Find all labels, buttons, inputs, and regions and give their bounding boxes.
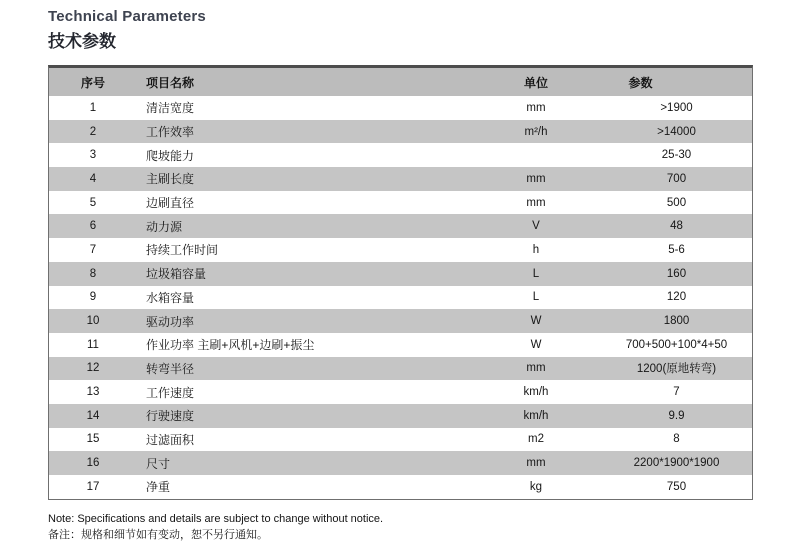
row-unit: L: [532, 291, 540, 304]
header-unit: 单位: [523, 75, 548, 90]
row-unit: km/h: [523, 409, 549, 422]
table-row: [49, 380, 752, 404]
row-serial-number: 11: [87, 338, 99, 351]
row-unit: mm: [526, 172, 546, 185]
row-item-name: 转弯半径: [146, 361, 195, 376]
row-serial-number: 13: [86, 386, 100, 399]
table-row: [49, 167, 752, 191]
row-parameter: 8: [673, 433, 680, 446]
table-header-row: [49, 68, 752, 96]
row-parameter: 700+500+100*4+50: [625, 338, 728, 351]
row-item-name: 爬坡能力: [146, 148, 195, 163]
table-row: [49, 96, 752, 120]
row-unit: mm: [526, 362, 546, 375]
row-unit: L: [532, 267, 540, 280]
table-row: [49, 191, 752, 215]
row-serial-number: 8: [89, 267, 97, 280]
row-unit: W: [530, 338, 542, 351]
table-row: [49, 262, 752, 286]
row-serial-number: 5: [89, 196, 97, 209]
row-serial-number: 7: [89, 243, 97, 256]
row-item-name: 工作速度: [146, 385, 195, 400]
row-serial-number: 1: [89, 101, 97, 114]
table-row: [49, 143, 752, 167]
table-body: [49, 96, 752, 499]
row-parameter: 25-30: [661, 149, 692, 162]
row-serial-number: 14: [86, 409, 100, 422]
row-parameter: 700: [666, 172, 687, 185]
row-parameter: 2200*1900*1900: [633, 457, 720, 470]
row-parameter: 9.9: [668, 409, 685, 422]
note-english: Note: Specifications and details are subject to change without notice.: [48, 512, 384, 525]
row-item-name: 过滤面积: [146, 432, 195, 447]
row-item-name: 水箱容量: [146, 290, 195, 305]
table-row: [49, 333, 752, 357]
row-parameter: 7: [673, 386, 680, 399]
row-item-name: 主刷长度: [146, 172, 195, 187]
row-serial-number: 4: [89, 172, 97, 185]
table-row: [49, 238, 752, 262]
row-item-name: 动力源: [146, 219, 183, 234]
row-item-name: 作业功率 主刷+风机+边刷+振尘: [146, 338, 315, 353]
row-serial-number: 3: [89, 149, 97, 162]
row-unit: kg: [529, 480, 543, 493]
row-serial-number: 6: [89, 220, 97, 233]
row-item-name: 行驶速度: [146, 409, 195, 424]
row-item-name: 边刷直径: [146, 196, 195, 211]
row-parameter: >1900: [660, 101, 693, 114]
row-unit: mm: [526, 101, 546, 114]
row-unit: h: [532, 243, 540, 256]
row-serial-number: 9: [89, 291, 97, 304]
row-parameter: 5-6: [668, 243, 685, 256]
row-item-name: 工作效率: [146, 125, 195, 140]
row-serial-number: 10: [86, 315, 100, 328]
row-parameter: 1200(原地转弯): [636, 363, 717, 376]
header-parameter: 参数: [628, 75, 653, 90]
row-item-name: 清洁宽度: [146, 101, 195, 116]
page-title-english: Technical Parameters: [48, 8, 206, 25]
table-row: [49, 214, 752, 238]
table-row: [49, 309, 752, 333]
row-unit: W: [530, 315, 542, 328]
row-serial-number: 17: [86, 480, 100, 493]
note-chinese: 备注：规格和细节如有变动，恕不另行通知。: [48, 529, 268, 542]
row-parameter: 160: [666, 267, 687, 280]
table-row: [49, 286, 752, 310]
technical-parameters-table: [48, 65, 753, 500]
row-unit: m²/h: [524, 125, 548, 138]
table-row: [49, 451, 752, 475]
header-item-name: 项目名称: [146, 75, 195, 90]
row-item-name: 垃圾箱容量: [146, 267, 207, 282]
row-serial-number: 16: [86, 457, 100, 470]
row-parameter: 120: [666, 291, 687, 304]
row-unit: mm: [526, 457, 546, 470]
row-unit: V: [532, 220, 540, 233]
row-serial-number: 15: [86, 433, 100, 446]
table-row: [49, 404, 752, 428]
header-serial-number: 序号: [80, 75, 105, 90]
row-unit: m2: [528, 433, 544, 446]
table-row: [49, 120, 752, 144]
table-row: [49, 475, 752, 499]
row-unit: km/h: [523, 386, 549, 399]
row-parameter: 750: [666, 480, 687, 493]
row-serial-number: 2: [89, 125, 97, 138]
row-parameter: 500: [666, 196, 687, 209]
row-parameter: >14000: [657, 125, 696, 138]
row-item-name: 持续工作时间: [146, 243, 219, 258]
row-item-name: 尺寸: [146, 456, 171, 471]
row-item-name: 净重: [146, 480, 171, 495]
row-parameter: 1800: [663, 315, 690, 328]
row-parameter: 48: [670, 220, 683, 233]
row-unit: mm: [526, 196, 546, 209]
row-item-name: 驱动功率: [146, 314, 195, 329]
table-row: [49, 357, 752, 381]
table-row: [49, 428, 752, 452]
row-serial-number: 12: [86, 362, 100, 375]
page-title-chinese: 技术参数: [48, 32, 116, 51]
